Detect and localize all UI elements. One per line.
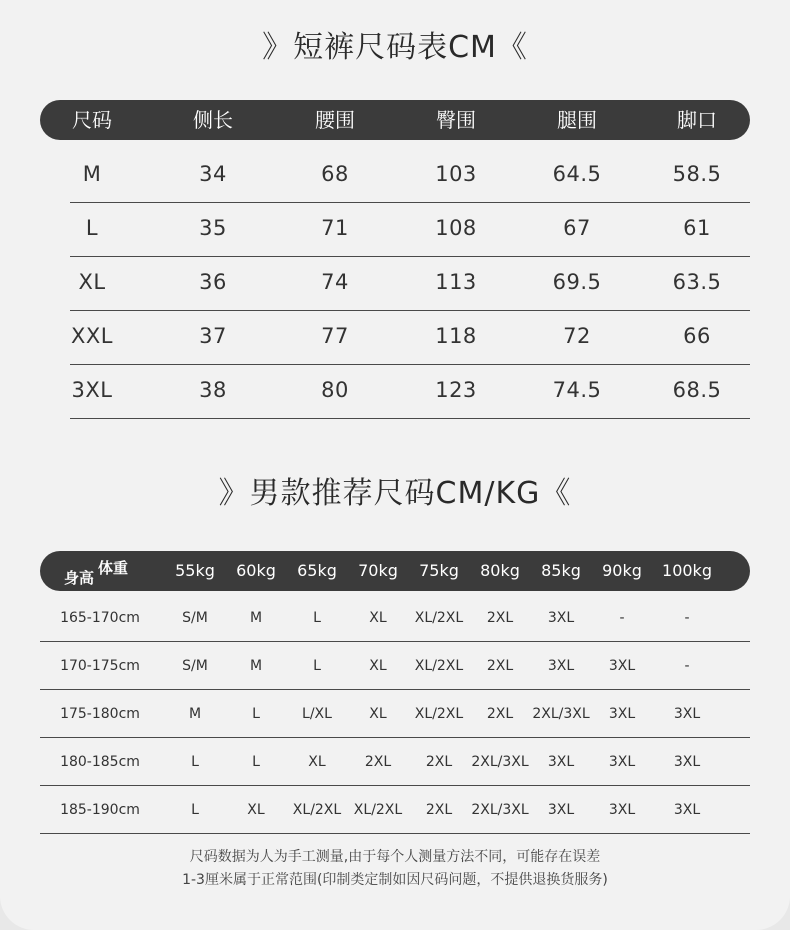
size-value-cell: 67	[563, 216, 591, 240]
recommended-size-cell: 3XL	[547, 658, 575, 674]
recommended-size-cell: L	[191, 802, 199, 818]
height-range-cell: 170-175cm	[60, 658, 140, 674]
header-weight-3: 70kg	[358, 561, 398, 580]
size-value-cell: 74.5	[552, 378, 602, 402]
recommended-size-cell: 3XL	[547, 754, 575, 770]
recommended-size-cell: XL/2XL	[292, 802, 342, 818]
size-value-cell: 103	[435, 162, 477, 186]
header-weight-2: 65kg	[297, 561, 337, 580]
size-value-cell: 37	[199, 324, 227, 348]
size-row	[40, 203, 750, 257]
recommended-size-cell: XL	[369, 658, 387, 674]
recommended-size-cell: 3XL	[547, 802, 575, 818]
header-weight-6: 85kg	[541, 561, 581, 580]
size-value-cell: 80	[321, 378, 349, 402]
recommended-size-cell: S/M	[182, 610, 208, 626]
recommended-size-cell: 3XL	[608, 754, 636, 770]
header-height-label: 身高	[64, 569, 95, 587]
height-range-cell: 175-180cm	[60, 706, 140, 722]
header-thigh: 腿围	[557, 108, 597, 132]
recommended-size-cell: L/XL	[302, 706, 332, 722]
recommended-size-cell: 2XL	[486, 706, 514, 722]
header-weight-label: 体重	[98, 559, 129, 577]
recommended-size-cell: 3XL	[673, 754, 701, 770]
recommend-row	[40, 594, 750, 642]
recommended-size-cell: M	[249, 610, 263, 626]
size-label-cell: XL	[78, 270, 106, 294]
measurement-note-line-1: 尺码数据为人为手工测量,由于每个人测量方法不同，可能存在误差	[189, 849, 601, 865]
size-row	[40, 257, 750, 311]
size-value-cell: 74	[321, 270, 349, 294]
header-weight-4: 75kg	[419, 561, 459, 580]
recommended-size-cell: XL/2XL	[414, 610, 464, 626]
size-value-cell: 118	[435, 324, 477, 348]
recommend-row	[40, 690, 750, 738]
recommended-size-cell: 2XL	[425, 754, 453, 770]
header-weight-8: 100kg	[662, 561, 712, 580]
recommended-size-cell: 2XL	[486, 658, 514, 674]
size-row	[40, 149, 750, 203]
recommended-size-cell: -	[684, 610, 690, 626]
header-weight-1: 60kg	[236, 561, 276, 580]
recommend-row	[40, 738, 750, 786]
row-divider	[40, 833, 750, 834]
row-divider	[70, 418, 750, 419]
recommended-size-cell: XL/2XL	[414, 658, 464, 674]
size-row	[40, 311, 750, 365]
size-value-cell: 64.5	[552, 162, 602, 186]
recommended-size-cell: L	[252, 706, 260, 722]
size-label-cell: 3XL	[71, 378, 113, 402]
height-range-cell: 185-190cm	[60, 802, 140, 818]
size-value-cell: 34	[199, 162, 227, 186]
size-label-cell: L	[85, 216, 99, 240]
recommended-size-cell: -	[619, 610, 625, 626]
recommended-size-cell: 3XL	[608, 802, 636, 818]
recommended-size-cell: M	[249, 658, 263, 674]
size-value-cell: 72	[563, 324, 591, 348]
recommended-size-cell: 3XL	[608, 706, 636, 722]
recommended-size-cell: 2XL/3XL	[532, 706, 590, 722]
size-value-cell: 69.5	[552, 270, 602, 294]
size-value-cell: 123	[435, 378, 477, 402]
recommended-size-cell: L	[313, 610, 321, 626]
recommend-table-header	[40, 551, 750, 591]
header-hem: 脚口	[677, 108, 717, 132]
size-value-cell: 36	[199, 270, 227, 294]
recommended-size-cell: 3XL	[673, 706, 701, 722]
recommended-size-cell: XL	[247, 802, 265, 818]
size-value-cell: 61	[683, 216, 711, 240]
recommended-size-cell: XL	[369, 610, 387, 626]
recommended-size-cell: XL/2XL	[414, 706, 464, 722]
size-row	[40, 365, 750, 419]
recommended-size-cell: 3XL	[608, 658, 636, 674]
recommended-size-cell: S/M	[182, 658, 208, 674]
size-value-cell: 66	[683, 324, 711, 348]
header-waist: 腰围	[315, 108, 355, 132]
recommended-size-cell: 2XL	[425, 802, 453, 818]
size-value-cell: 68	[321, 162, 349, 186]
header-size: 尺码	[72, 108, 112, 132]
size-table-title: 》短裤尺码表CM《	[262, 30, 528, 65]
measurement-note-line-2: 1-3厘米属于正常范围(印制类定制如因尺码问题，不提供退换货服务)	[182, 872, 608, 888]
size-label-cell: M	[82, 162, 102, 186]
recommended-size-cell: 2XL/3XL	[471, 754, 529, 770]
size-value-cell: 63.5	[672, 270, 722, 294]
size-value-cell: 108	[435, 216, 477, 240]
recommended-size-cell: M	[188, 706, 202, 722]
size-value-cell: 77	[321, 324, 349, 348]
size-label-cell: XXL	[71, 324, 113, 348]
recommended-size-cell: XL/2XL	[353, 802, 403, 818]
recommend-row	[40, 786, 750, 834]
size-value-cell: 113	[435, 270, 477, 294]
recommended-size-cell: L	[252, 754, 260, 770]
recommended-size-cell: 2XL	[364, 754, 392, 770]
size-value-cell: 58.5	[672, 162, 722, 186]
size-value-cell: 71	[321, 216, 349, 240]
size-value-cell: 35	[199, 216, 227, 240]
recommended-size-cell: L	[313, 658, 321, 674]
recommended-size-cell: XL	[308, 754, 326, 770]
recommended-size-cell: 2XL/3XL	[471, 802, 529, 818]
recommended-size-cell: 2XL	[486, 610, 514, 626]
recommended-size-cell: 3XL	[673, 802, 701, 818]
header-hip: 臀围	[436, 108, 476, 132]
recommend-table-title: 》男款推荐尺码CM/KG《	[218, 476, 572, 511]
size-value-cell: 38	[199, 378, 227, 402]
height-range-cell: 180-185cm	[60, 754, 140, 770]
recommended-size-cell: 3XL	[547, 610, 575, 626]
size-table-header	[40, 100, 750, 140]
header-weight-5: 80kg	[480, 561, 520, 580]
recommend-row	[40, 642, 750, 690]
recommended-size-cell: XL	[369, 706, 387, 722]
header-weight-7: 90kg	[602, 561, 642, 580]
height-range-cell: 165-170cm	[60, 610, 140, 626]
header-weight-0: 55kg	[175, 561, 215, 580]
recommended-size-cell: -	[684, 658, 690, 674]
recommended-size-cell: L	[191, 754, 199, 770]
size-value-cell: 68.5	[672, 378, 722, 402]
header-side-length: 侧长	[193, 108, 233, 132]
